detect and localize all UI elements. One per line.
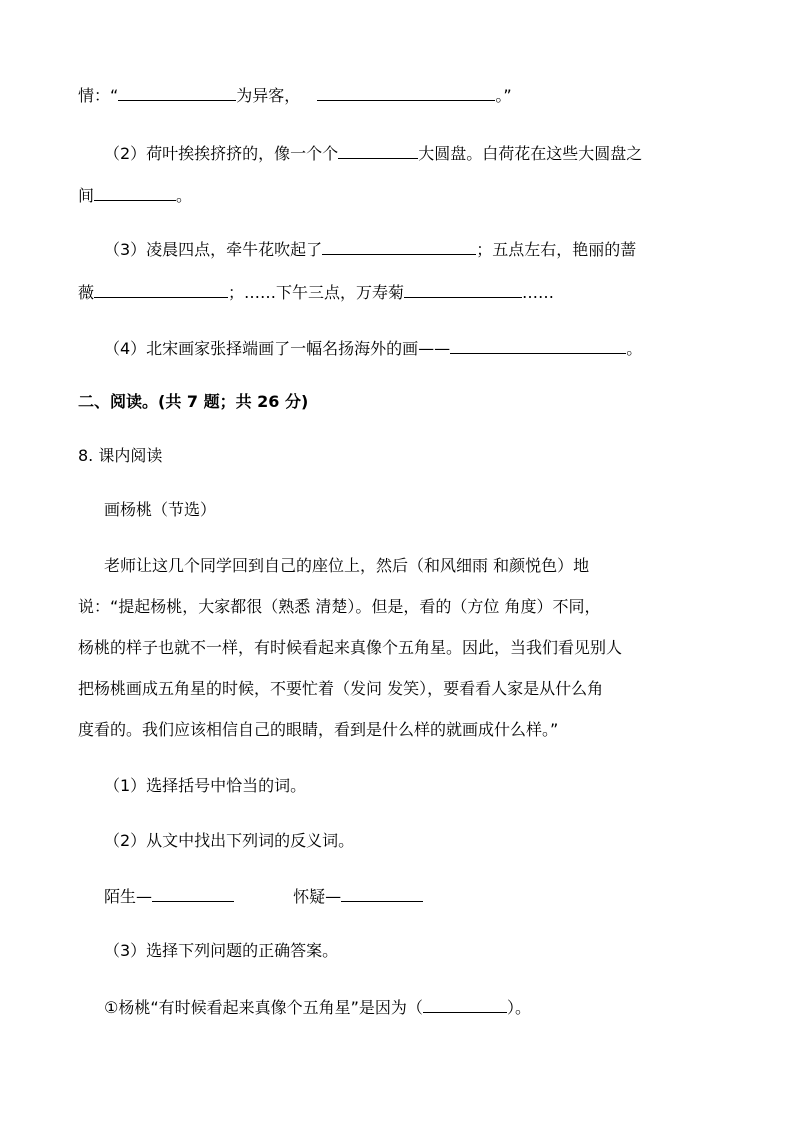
mc-answer-blank[interactable] <box>423 996 507 1013</box>
antonym-blank-2[interactable] <box>341 885 423 902</box>
q8-title: 8. 课内阅读 <box>78 446 163 465</box>
q8-sub1: （1）选择括号中恰当的词。 <box>104 776 307 795</box>
q2-line-1 <box>104 142 642 165</box>
q8-para-line-1: 老师让这几个同学回到自己的座位上，然后（和风细雨 和颜悦色）地 <box>104 556 590 575</box>
q1-prefix: 情：“ <box>78 86 119 105</box>
q1-line <box>78 84 512 107</box>
q3-blank-2[interactable] <box>94 281 228 298</box>
q3-text-e: …… <box>522 283 555 302</box>
q2-line-2 <box>78 184 192 207</box>
q3-blank-3[interactable] <box>404 281 522 298</box>
mc-question-end: ）。 <box>506 998 531 1017</box>
antonym-blank-1[interactable] <box>152 885 234 902</box>
q4-blank[interactable] <box>450 337 626 354</box>
circled-number-icon: ① <box>104 998 119 1017</box>
q8-para-line-3: 杨桃的样子也就不一样，有时候看起来真像个五角星。因此，当我们看见别人 <box>78 638 623 657</box>
q3-text-a: （3）凌晨四点，牵牛花吹起了 <box>104 240 323 259</box>
q3-line-1 <box>104 238 636 261</box>
q2-text-c: 间 <box>78 186 95 205</box>
antonym-label-1: 陌生— <box>104 887 153 906</box>
section-heading: 二、阅读。(共 7 题；共 26 分) <box>78 392 309 411</box>
q2-blank-2[interactable] <box>94 184 176 201</box>
q2-blank-1[interactable] <box>338 142 418 159</box>
q3-line-2 <box>78 281 554 304</box>
q3-text-d: ；……下午三点，万寿菊 <box>228 283 405 302</box>
q8-para-line-5: 度看的。我们应该相信自己的眼睛，看到是什么样的就画成什么样。” <box>78 720 559 739</box>
q3-blank-1[interactable] <box>322 238 476 255</box>
q8-antonyms <box>104 885 423 908</box>
q4-text-a: （4）北宋画家张择端画了一幅名扬海外的画—— <box>104 339 451 358</box>
q8-para-line-4: 把杨桃画成五角星的时候，不要忙着（发问 发笑），要看看人家是从什么角 <box>78 679 604 698</box>
q1-blank-1[interactable] <box>118 84 236 101</box>
q1-mid: 为异客， <box>236 86 301 105</box>
q3-text-c: 薇 <box>78 283 95 302</box>
q2-text-d: 。 <box>176 186 193 205</box>
q4-line <box>104 337 642 360</box>
antonym-label-2: 怀疑— <box>293 887 342 906</box>
q1-blank-2[interactable] <box>317 84 495 101</box>
q1-end: 。” <box>495 86 512 105</box>
q8-mc-question <box>104 996 531 1019</box>
q4-text-b: 。 <box>626 339 643 358</box>
q2-text-b: 大圆盘。白荷花在这些大圆盘之 <box>418 144 643 163</box>
q8-para-line-2: 说：“提起杨桃，大家都很（熟悉 清楚）。但是，看的（方位 角度）不同， <box>78 597 601 616</box>
q8-subtitle: 画杨桃（节选） <box>104 500 217 519</box>
mc-question-text: 杨桃“有时候看起来真像个五角星”是因为（ <box>118 998 423 1017</box>
q3-text-b: ；五点左右，艳丽的蔷 <box>476 240 637 259</box>
q8-sub3: （3）选择下列问题的正确答案。 <box>104 941 339 960</box>
q8-sub2: （2）从文中找出下列词的反义词。 <box>104 831 355 850</box>
q2-text-a: （2）荷叶挨挨挤挤的，像一个个 <box>104 144 339 163</box>
